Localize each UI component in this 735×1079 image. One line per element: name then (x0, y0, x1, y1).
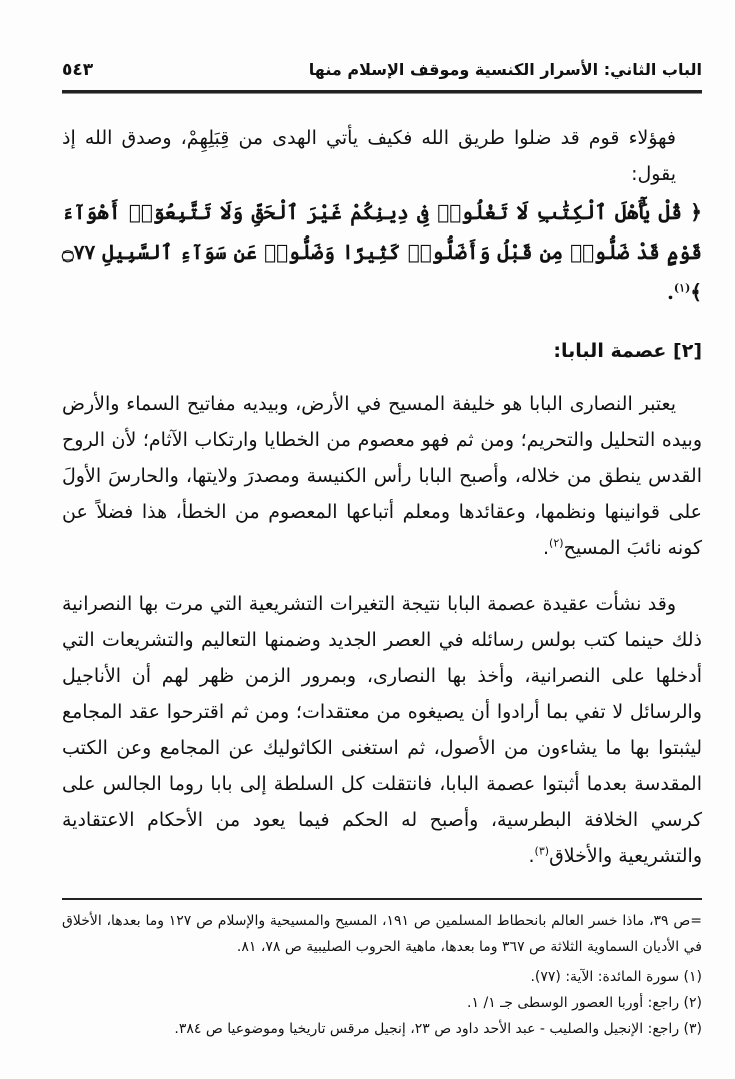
header-rule (62, 90, 702, 94)
footnote-2: (٢) راجع: أوربا العصور الوسطى جـ ١/ ١. (467, 995, 702, 1011)
section-heading: [٢] عصمة البابا: (553, 340, 702, 362)
quran-verse: ﴿ قُلْ يَٰٓأَهْلَ ٱلْكِتَٰبِ لَا تَغْلُوا۟ فِى دِينِكُمْ غَيْرَ ٱلْحَقِّ وَلَا تَتَّبِعُوٓا۟ أَهْوَآءَ قَوْمٍ قَدْ ضَلُّوا۟ مِن قَبْلُ وَأَضَلُّوا۟ كَثِيرًا وَضَلُّوا۟ عَن سَوَآءِ ٱلسَّبِيلِ ۝٧٧ ﴾$^{(١)}$. (62, 200, 702, 304)
chapter-title: الباب الثاني: الأسرار الكنسية وموقف الإسلام منها (308, 60, 702, 79)
footnote-ref: (٢) (549, 536, 564, 550)
footnotes (62, 908, 702, 1042)
footnote-ref: (١) (673, 281, 691, 295)
paragraph-text: وقد نشأت عقيدة عصمة البابا نتيجة التغيرات التشريعية التي مرت بها النصرانية ذلك حينما كتب بولس رسائله في العصر الجديد وضمنها التعاليم والتشريعات التي أدخلها على النصرانية، وأخذ بها النصارى، وبمرور الزمن ظهر لهم أن الأناجيل والرسائل لا تفي بما أرادوا أن يصيغوه من معتقدات؛ ومن ثم اقترحوا عقد المجامع ليثبتوا بها ما يشاءون من الأصول، ثم استغنى الكاثوليك عن المجامع وعن الكتب المقدسة بعدما أثبتوا عصمة البابا، فانتقلت كل السلطة إلى بابا روما الجالس على كرسي الخلافة البطرسية، وأصبح له الحكم فيما يعود من الأحكام الاعتقادية والتشريعية والأخلاق (62, 593, 702, 867)
footnote-1: (١) سورة المائدة: الآية: (٧٧). (530, 969, 702, 985)
verse-text: ﴿ قُلْ يَٰٓأَهْلَ ٱلْكِتَٰبِ لَا تَغْلُوا۟ فِى دِينِكُمْ غَيْرَ ٱلْحَقِّ وَلَا تَتَّبِعُوٓا۟ أَهْوَآءَ قَوْمٍ قَدْ ضَلُّوا۟ مِن قَبْلُ وَأَضَلُّوا۟ كَثِيرًا وَضَلُّوا۟ عَن سَوَآءِ ٱلسَّبِيلِ ۝٧٧ ﴾ (62, 200, 702, 304)
page-number: ٥٤٣ (62, 60, 94, 80)
footnote-rule (62, 898, 702, 900)
paragraph-1: يعتبر النصارى البابا هو خليفة المسيح في الأرض، وبيديه مفاتيح السماء والأرض وبيده التحليل والتحريم؛ ومن ثم فهو معصوم من الخطايا وارتكاب الآثام؛ لأن الروح القدس ينطق من خلاله، وأصبح البابا رأس الكنيسة ومصدرَ ولايتها، والحارسَ الأولَ على قوانينها ونظمها، وعقائدها ومعلم أتباعها المعصوم من الخطأ، هذا فضلاً عن كونه نائبَ المسيح$^{(٢)}$. (62, 393, 702, 559)
intro-text: فهؤلاء قوم قد ضلوا طريق الله فكيف يأتي الهدى من قِبَلِهِمْ، وصدق الله إذ يقول: (62, 127, 676, 185)
intro-paragraph (62, 120, 702, 312)
footnote-3: (٣) راجع: الإنجيل والصليب - عبد الأحد داود ص ٢٣، إنجيل مرقس تاريخيا وموضوعيا ص ٣٨٤. (174, 1021, 702, 1037)
paragraph-text: يعتبر النصارى البابا هو خليفة المسيح في الأرض، وبيديه مفاتيح السماء والأرض وبيده التحليل والتحريم؛ ومن ثم فهو معصوم من الخطايا وارتكاب الآثام؛ لأن الروح القدس ينطق من خلاله، وأصبح البابا رأس الكنيسة ومصدرَ ولايتها، والحارسَ الأولَ على قوانينها ونظمها، وعقائدها ومعلم أتباعها المعصوم من الخطأ، هذا فضلاً عن كونه نائبَ المسيح (62, 393, 702, 559)
footnote-continued: =ص ٣٩، ماذا خسر العالم بانحطاط المسلمين ص ١٩١، المسيح والمسيحية والإسلام ص ١٢٧ وما بعدها، الأخلاق في الأديان السماوية الثلاثة ص ٣٦٧ وما بعدها، ماهية الحروب الصليبية ص ٧٨، ٨١. (62, 913, 703, 955)
footnote-ref: (٣) (534, 844, 550, 858)
running-header (62, 56, 702, 84)
paragraph-2: وقد نشأت عقيدة عصمة البابا نتيجة التغيرات التشريعية التي مرت بها النصرانية ذلك حينما كتب بولس رسائله في العصر الجديد وضمنها التعاليم والتشريعات التي أدخلها على النصرانية، وأخذ بها النصارى، وبمرور الزمن ظهر لهم أن الأناجيل والرسائل لا تفي بما أرادوا أن يصيغوه من معتقدات؛ ومن ثم اقترحوا عقد المجامع ليثبتوا بها ما يشاءون من الأصول، ثم استغنى الكاثوليك عن المجامع وعن الكتب المقدسة بعدما أثبتوا عصمة البابا، فانتقلت كل السلطة إلى بابا روما الجالس على كرسي الخلافة البطرسية، وأصبح له الحكم فيما يعود من الأحكام الاعتقادية والتشريعية والأخلاق$^{(٣)}$. (62, 593, 702, 867)
